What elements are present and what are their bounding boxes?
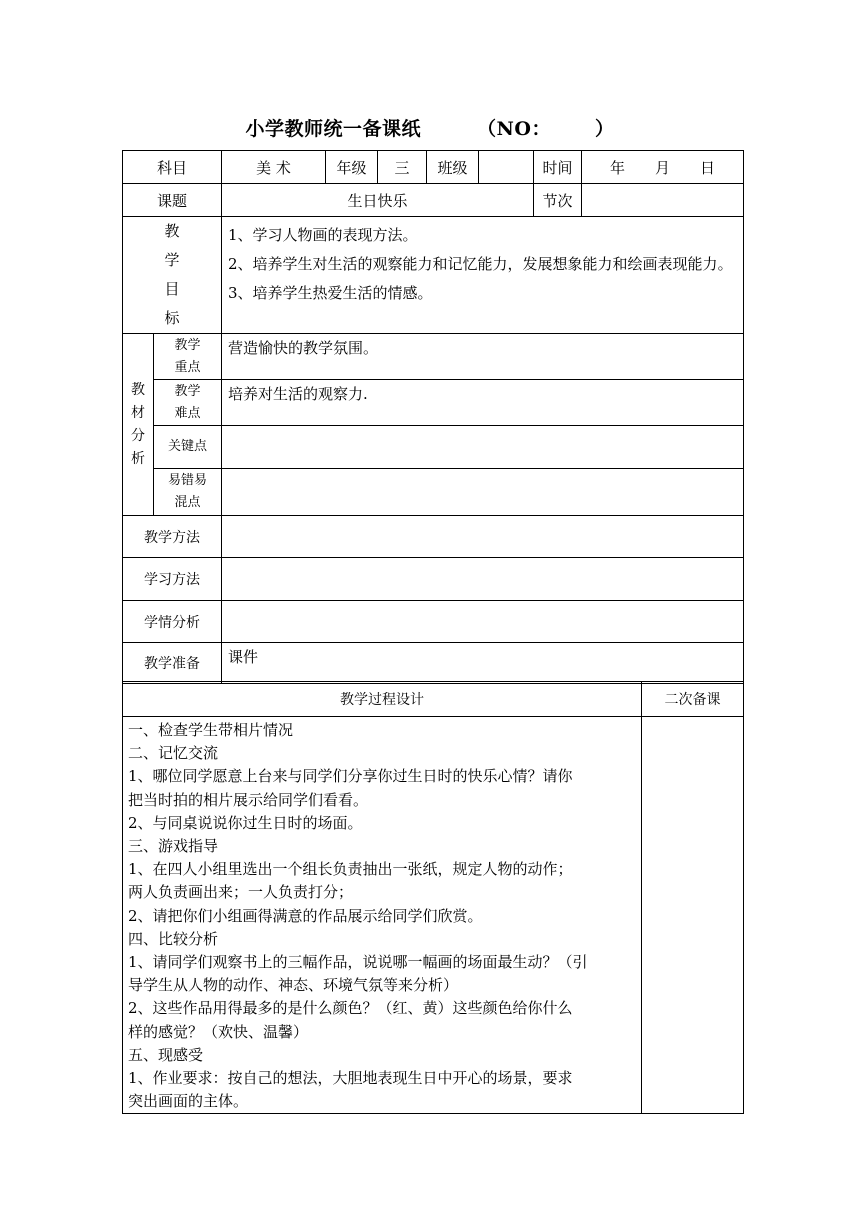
error-prone-value (222, 469, 744, 516)
subject-value: 美 术 (222, 151, 326, 184)
process-table (122, 681, 744, 1114)
difficult-point-label-line: 教学 (174, 383, 201, 399)
analysis-label-char: 析 (131, 450, 145, 467)
goals-row (123, 217, 744, 334)
session-label: 节次 (534, 184, 582, 217)
process-line: 1、请同学们观察书上的三幅作品，说说哪一幅画的场面最生动？（引 (128, 953, 588, 972)
error-prone-label (154, 469, 222, 516)
process-body-row (123, 717, 744, 1114)
goals-label-char: 标 (164, 309, 180, 327)
difficult-point-label-line: 难点 (174, 405, 201, 421)
analysis-label-char: 材 (131, 404, 145, 421)
process-line: 1、在四人小组里选出一个组长负责抽出一张纸，规定人物的动作； (128, 860, 573, 879)
goals-label-char: 学 (164, 251, 180, 269)
process-line: 1、哪位同学愿意上台来与同学们分享你过生日时的快乐心情？请你 (128, 767, 573, 786)
process-line: 2、与同桌说说你过生日时的场面。 (128, 813, 363, 832)
error-prone-label-line: 易错易 (168, 473, 208, 488)
process-design-header: 教学过程设计 (123, 682, 642, 717)
method-row-student-analysis (123, 601, 744, 643)
preparation-label: 教学准备 (123, 643, 222, 684)
goals-label (123, 217, 222, 334)
preparation-value: 课件 (222, 643, 744, 684)
critical-point-label (154, 426, 222, 469)
topic-label: 课题 (123, 184, 222, 217)
title-text: 小学教师统一备课纸 (245, 118, 422, 140)
student-analysis-value (222, 601, 744, 643)
page-title (0, 114, 860, 141)
class-value (479, 151, 534, 184)
grade-label: 年级 (326, 151, 378, 184)
analysis-label-char: 分 (131, 427, 145, 444)
process-line: 四、比较分析 (128, 929, 219, 948)
time-value: 年 月 日 (582, 151, 744, 184)
topic-value: 生日快乐 (222, 184, 534, 217)
learning-method-label: 学习方法 (123, 558, 222, 601)
learning-method-value (222, 558, 744, 601)
process-line: 把当时拍的相片展示给同学们看看。 (128, 790, 369, 809)
key-point-value: 营造愉快的教学氛围。 (222, 334, 744, 380)
goal-item: 1、学习人物画的表现方法。 (228, 226, 418, 244)
analysis-row-difficult (123, 380, 744, 426)
grade-value: 三 (378, 151, 427, 184)
difficult-point-value: 培养对生活的观察力. (222, 380, 744, 426)
subject-label: 科目 (123, 151, 222, 184)
analysis-row-error-prone (123, 469, 744, 516)
process-line: 二、记忆交流 (128, 744, 219, 763)
info-row-2 (123, 184, 744, 217)
class-label: 班级 (427, 151, 479, 184)
process-line: 突出画面的主体。 (128, 1092, 249, 1111)
teaching-method-value (222, 516, 744, 558)
process-line: 一、检查学生带相片情况 (128, 721, 294, 739)
analysis-label-char: 教 (131, 381, 145, 398)
process-header-row (123, 682, 744, 717)
key-point-label-line: 教学 (174, 337, 201, 353)
student-analysis-label: 学情分析 (123, 601, 222, 643)
process-line: 三、游戏指导 (128, 837, 219, 856)
second-prep-content (642, 717, 744, 1114)
method-row-teaching (123, 516, 744, 558)
goals-content (222, 217, 744, 334)
process-line: 五、现感受 (128, 1045, 204, 1064)
goals-label-char: 目 (164, 280, 180, 298)
teaching-method-label: 教学方法 (123, 516, 222, 558)
difficult-point-label (154, 380, 222, 426)
key-point-label (154, 334, 222, 380)
session-value (582, 184, 744, 217)
process-content (123, 717, 642, 1114)
analysis-row-critical (123, 426, 744, 469)
method-row-learning (123, 558, 744, 601)
process-line: 两人负责画出来；一人负责打分； (128, 883, 354, 902)
no-close: ） (594, 118, 615, 140)
info-row-1 (123, 151, 744, 184)
process-line: 2、这些作品用得最多的是什么颜色？（红、黄）这些颜色给你什么 (128, 999, 573, 1018)
no-label: （NO： (477, 118, 551, 140)
process-line: 2、请把你们小组画得满意的作品展示给同学们欣赏。 (128, 906, 483, 925)
critical-point-value (222, 426, 744, 469)
time-label: 时间 (534, 151, 582, 184)
lesson-plan-table (122, 150, 744, 684)
process-line: 样的感觉？（欢快、温馨） (128, 1022, 309, 1041)
goal-item: 3、培养学生热爱生活的情感。 (228, 284, 433, 302)
analysis-row-key (123, 334, 744, 380)
key-point-label-line: 重点 (174, 359, 201, 375)
process-line: 导学生从人物的动作、神态、环境气氛等来分析） (128, 976, 459, 995)
goal-item: 2、培养学生对生活的观察能力和记忆能力，发展想象能力和绘画表现能力。 (228, 255, 733, 273)
process-line: 1、作业要求：按自己的想法，大胆地表现生日中开心的场景，要求 (128, 1069, 573, 1088)
method-row-preparation (123, 643, 744, 684)
critical-point-label-line: 关键点 (168, 439, 208, 454)
second-prep-header: 二次备课 (642, 682, 744, 717)
analysis-label (123, 334, 154, 516)
error-prone-label-line: 混点 (174, 495, 201, 510)
goals-label-char: 教 (164, 222, 180, 240)
